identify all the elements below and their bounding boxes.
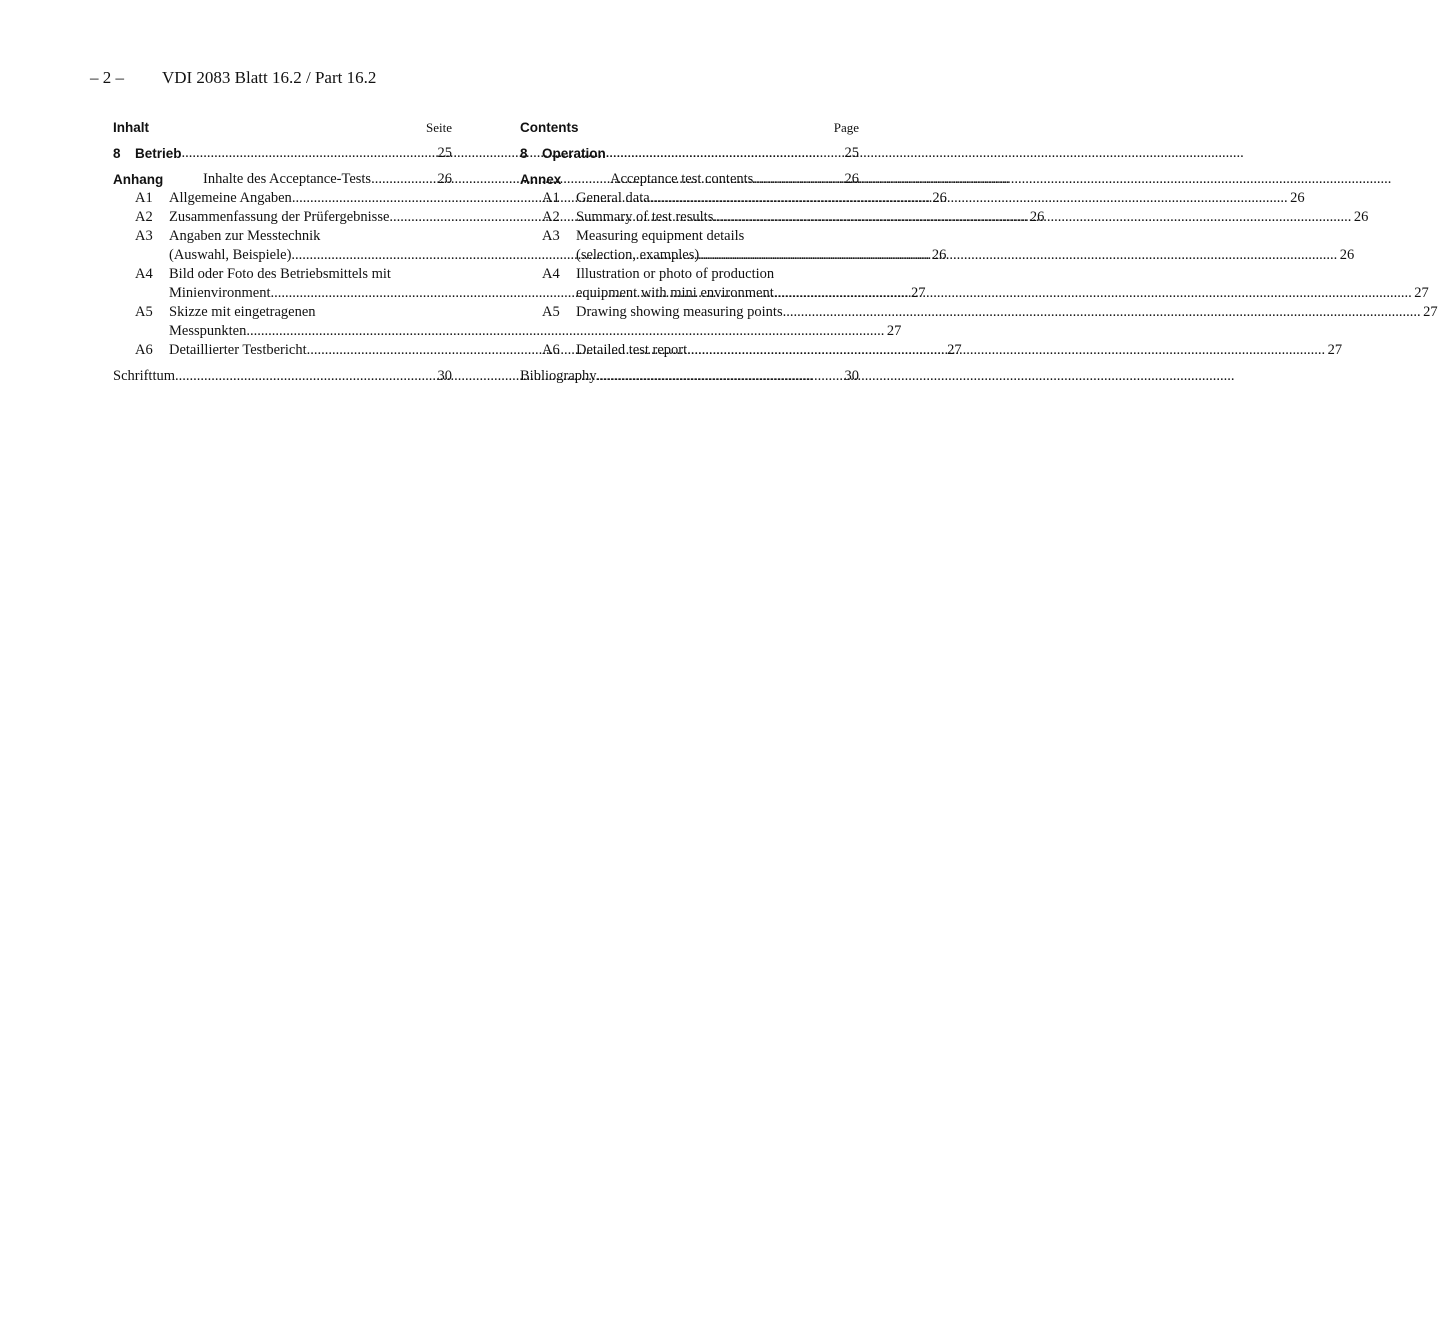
annex-item-title-cont: equipment with mini environment (576, 285, 774, 301)
page-ref: 27 (947, 342, 962, 358)
annex-item-title-cont: (selection, examples) (576, 247, 700, 263)
page-ref: 30 (437, 368, 452, 384)
page-column-label: Page (833, 120, 859, 135)
annex-item-title: Detaillierter Testbericht (169, 342, 307, 358)
document-title: VDI 2083 Blatt 16.2 / Part 16.2 (161, 68, 377, 87)
annex-item-code: A6 (542, 342, 560, 358)
toc-entry-bibliography[interactable] (113, 367, 452, 386)
toc-entry-section-8[interactable] (520, 144, 859, 163)
page-number: – 2 – (90, 68, 124, 87)
annex-item-code: A3 (135, 228, 153, 244)
page-ref: 27 (911, 285, 926, 301)
annex-item-code: A1 (542, 190, 560, 206)
toc-entry-section-8[interactable] (113, 144, 452, 163)
dot-leader (182, 144, 435, 163)
page-ref: 27 (886, 323, 902, 339)
annex-title: Inhalte des Acceptance-Tests (203, 171, 372, 187)
page-ref: 26 (931, 247, 947, 263)
toc-entry-a1[interactable] (520, 189, 1305, 208)
page-ref: 26 (1029, 209, 1045, 225)
dot-leader (753, 170, 842, 189)
page-ref: 26 (1290, 190, 1305, 206)
page-ref: 26 (1339, 247, 1355, 263)
section-number: 8 (520, 146, 528, 161)
toc-entry-a5[interactable] (520, 303, 1438, 322)
dot-leader (699, 246, 1337, 265)
bibliography-title: Bibliography (520, 368, 597, 384)
annex-item-title: Skizze mit eingetragenen (169, 304, 316, 320)
toc-header (113, 118, 452, 137)
dot-leader (371, 170, 435, 189)
toc-column-english (520, 118, 1438, 386)
annex-item-title: Bild oder Foto des Betriebsmittels mit (169, 266, 391, 282)
dot-leader (606, 144, 842, 163)
annex-item-code: A4 (542, 266, 560, 282)
toc-title: Inhalt (113, 120, 149, 135)
annex-item-title: Drawing showing measuring points (576, 304, 783, 320)
toc-entry-a4[interactable] (520, 265, 1429, 303)
dot-leader (783, 303, 1421, 322)
dot-leader (175, 367, 435, 386)
page-ref: 25 (437, 145, 452, 161)
annex-item-title-cont: Messpunkten (169, 323, 247, 339)
annex-item-title: Summary of test results (576, 209, 714, 225)
page-ref: 25 (844, 145, 859, 161)
annex-item-title: Zusammenfassung der Prüfergebnisse (169, 209, 390, 225)
page-ref: 26 (1353, 209, 1369, 225)
page-ref: 27 (1327, 342, 1343, 358)
annex-item-title-cont: (Auswahl, Beispiele) (169, 247, 292, 263)
dot-leader (687, 341, 1325, 360)
annex-item-code: A5 (542, 304, 560, 320)
annex-item-title-cont: Minienvironment (169, 285, 271, 301)
page-ref: 27 (1423, 304, 1438, 320)
annex-item-code: A6 (135, 342, 153, 358)
toc-title: Contents (520, 120, 579, 135)
annex-item-code: A1 (135, 190, 153, 206)
toc-entry-annex[interactable] (113, 170, 452, 189)
annex-item-title: General data (576, 190, 650, 206)
annex-label: Anhang (113, 172, 164, 187)
toc-entry-bibliography[interactable] (520, 367, 859, 386)
toc-entry-a3[interactable] (520, 227, 1355, 265)
page-ref: 27 (1414, 285, 1429, 301)
annex-item-title: Allgemeine Angaben (169, 190, 292, 206)
annex-item-title: Angaben zur Messtechnik (169, 228, 321, 244)
toc-entry-a6[interactable] (520, 341, 1343, 360)
section-title: Operation (542, 146, 606, 161)
annex-item-code: A3 (542, 228, 560, 244)
dot-leader (774, 284, 1412, 303)
annex-item-code: A2 (542, 209, 560, 225)
page-ref: 26 (844, 171, 859, 187)
toc-header (520, 118, 859, 137)
page-header (90, 68, 376, 88)
annex-label: Annex (520, 172, 562, 187)
page-ref: 26 (932, 190, 947, 206)
bibliography-title: Schrifttum (113, 368, 176, 384)
section-number: 8 (113, 146, 121, 161)
annex-item-code: A4 (135, 266, 153, 282)
page-ref: 26 (437, 171, 452, 187)
annex-item-title: Detailed test report (576, 342, 688, 358)
annex-title: Acceptance test contents (610, 171, 754, 187)
page-ref: 30 (844, 368, 859, 384)
section-title: Betrieb (135, 146, 182, 161)
spacer (520, 322, 859, 341)
annex-item-code: A2 (135, 209, 153, 225)
dot-leader (650, 189, 1288, 208)
annex-item-title: Measuring equipment details (576, 228, 745, 244)
toc-entry-annex[interactable] (520, 170, 859, 189)
toc-entry-a2[interactable] (520, 208, 1369, 227)
annex-item-code: A5 (135, 304, 153, 320)
page-column-label: Seite (426, 120, 452, 135)
annex-item-title: Illustration or photo of production (576, 266, 775, 282)
dot-leader (597, 367, 842, 386)
dot-leader (713, 208, 1351, 227)
